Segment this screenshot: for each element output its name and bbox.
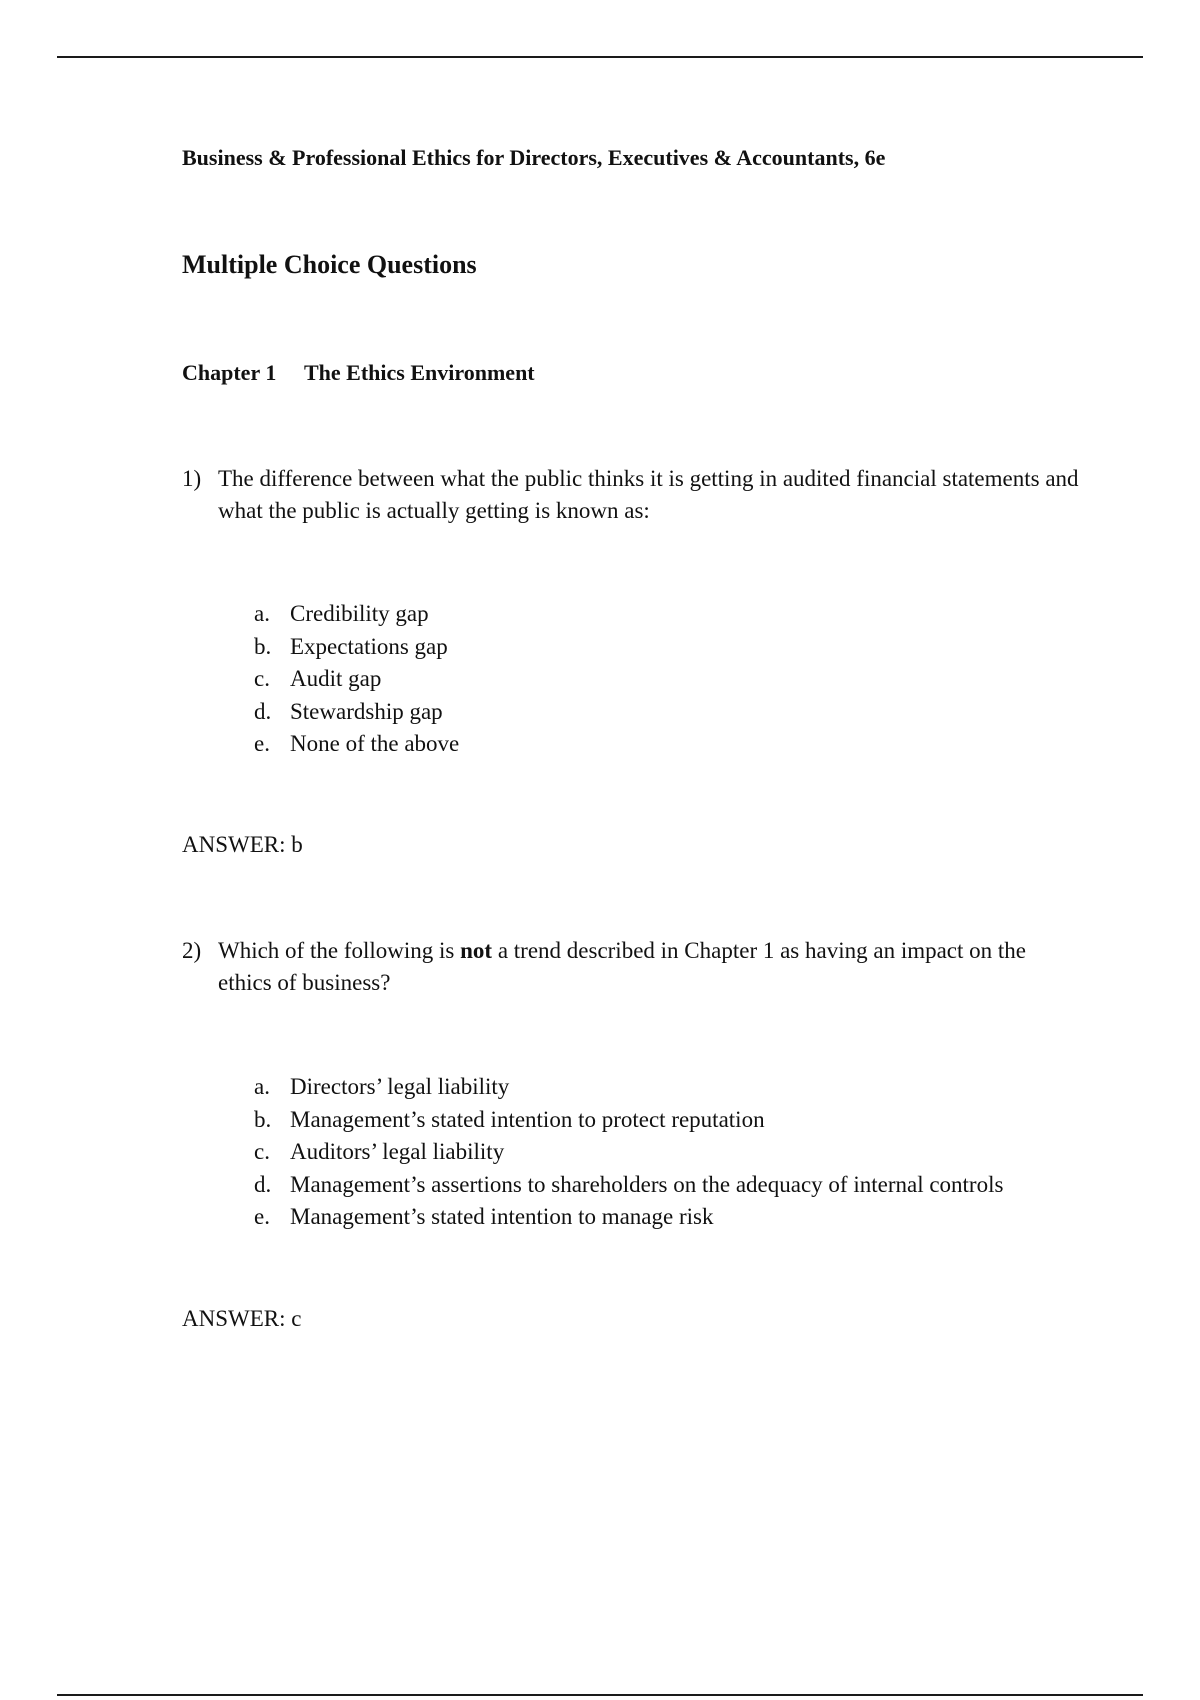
question-2: [182, 935, 1082, 999]
option-item: [254, 728, 459, 761]
option-text: Directors’ legal liability: [290, 1074, 510, 1099]
option-letter: e.: [254, 731, 270, 756]
option-item: [254, 1169, 1003, 1202]
option-item: [254, 1104, 1003, 1137]
option-item: [254, 663, 459, 696]
chapter-number: Chapter 1: [182, 360, 277, 385]
chapter-heading: [182, 360, 535, 386]
option-item: [254, 631, 459, 664]
section-heading: Multiple Choice Questions: [182, 250, 477, 279]
option-letter: c.: [254, 1139, 270, 1164]
option-text: Management’s assertions to shareholders on the adequacy of internal controls: [290, 1171, 1004, 1197]
option-text: Expectations gap: [290, 633, 448, 659]
option-letter: a.: [254, 601, 270, 626]
option-text: Stewardship gap: [290, 698, 443, 724]
option-item: [254, 1201, 1003, 1234]
question-text-after: a trend described in Chapter 1 as having an impact on the ethics of business?: [218, 938, 1027, 995]
option-item: [254, 696, 459, 729]
option-item: [254, 1071, 1003, 1104]
top-rule: [57, 56, 1143, 58]
bottom-rule: [57, 1694, 1143, 1696]
option-text: Management’s stated intention to protect reputation: [290, 1106, 765, 1132]
question-number: 2): [182, 938, 202, 963]
option-letter: d.: [254, 1171, 272, 1197]
option-text: Auditors’ legal liability: [290, 1139, 505, 1164]
option-letter: a.: [254, 1074, 270, 1099]
option-letter: d.: [254, 698, 272, 724]
option-letter: b.: [254, 1106, 272, 1132]
option-text: Audit gap: [290, 666, 382, 691]
question-text: [218, 935, 1082, 999]
answer-1: ANSWER: b: [182, 832, 303, 857]
question-text: The difference between what the public thinks it is getting in audited financial statements and what the public is actually getting is known as:: [218, 466, 1079, 523]
chapter-title: The Ethics Environment: [304, 360, 535, 385]
option-text: Management’s stated intention to manage risk: [290, 1204, 714, 1229]
question-1-options: [254, 598, 459, 761]
option-letter: c.: [254, 666, 270, 691]
option-letter: b.: [254, 633, 272, 659]
answer-2: ANSWER: c: [182, 1306, 302, 1331]
question-2-options: [254, 1071, 1003, 1234]
option-item: [254, 598, 459, 631]
option-text: None of the above: [290, 731, 460, 756]
question-text-emphasis: not: [460, 938, 493, 963]
question-number: 1): [182, 466, 202, 491]
book-title: Business & Professional Ethics for Directors, Executives & Accountants, 6e: [182, 145, 886, 170]
question-1: [182, 463, 1082, 527]
option-letter: e.: [254, 1204, 270, 1229]
option-item: [254, 1136, 1003, 1169]
option-text: Credibility gap: [290, 601, 429, 626]
question-text-before: Which of the following is: [218, 938, 461, 963]
